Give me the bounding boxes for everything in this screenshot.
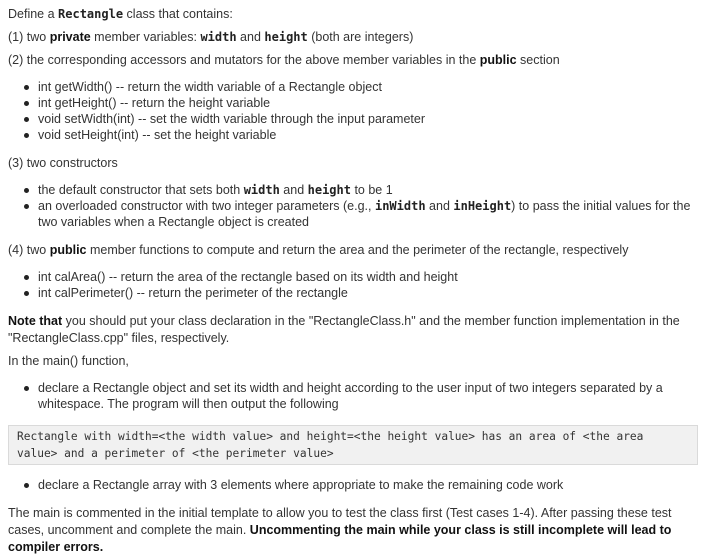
list-item: void setHeight(int) -- set the height variable — [38, 127, 698, 143]
item2-paragraph: (2) the corresponding accessors and mutators for the above member variables in the public section — [8, 53, 560, 67]
main-intro: In the main() function, — [8, 354, 129, 368]
note-paragraph: Note that you should put your class declaration in the "RectangleClass.h" and the member function implementation in the "RectangleClass.cpp" files, respectively. — [8, 314, 680, 345]
main-list-1 — [8, 380, 698, 412]
main-list-2 — [8, 477, 698, 493]
list-item: the default constructor that sets both width and height to be 1 — [38, 182, 698, 198]
item1-paragraph: (1) two private member variables: width and height (both are integers) — [8, 30, 414, 44]
accessor-list — [8, 79, 698, 143]
list-item: int getWidth() -- return the width variable of a Rectangle object — [38, 79, 698, 95]
class-name-code: Rectangle — [58, 7, 124, 21]
output-code-block: Rectangle with width=<the width value> and height=<the height value> has an area of <the area value> and a perimeter of <the perimeter value> — [8, 425, 698, 465]
list-item: void setWidth(int) -- set the width variable through the input parameter — [38, 111, 698, 127]
item3-paragraph: (3) two constructors — [8, 156, 118, 170]
list-item: int calPerimeter() -- return the perimeter of the rectangle — [38, 285, 698, 301]
list-item: int getHeight() -- return the height variable — [38, 95, 698, 111]
function-list — [8, 269, 698, 301]
constructor-list — [8, 182, 698, 230]
item4-paragraph: (4) two public member functions to compute and return the area and the perimeter of the rectangle, respectively — [8, 243, 629, 257]
intro-paragraph: Define a Rectangle class that contains: — [8, 7, 233, 21]
list-item: declare a Rectangle object and set its width and height according to the user input of two integers separated by a whitespace. The program will then output the following — [38, 380, 698, 412]
list-item: declare a Rectangle array with 3 elements where appropriate to make the remaining code work — [38, 477, 698, 493]
list-item: int calArea() -- return the area of the rectangle based on its width and height — [38, 269, 698, 285]
list-item: an overloaded constructor with two integer parameters (e.g., inWidth and inHeight) to pass the initial values for the two variables when a Rectangle object is created — [38, 198, 698, 230]
closing-paragraph: The main is commented in the initial template to allow you to test the class first (Test cases 1-4). After passing these test cases, uncomment and complete the main. Uncommenting the main while your class is still incomplete will lead to compiler errors. — [8, 506, 672, 554]
